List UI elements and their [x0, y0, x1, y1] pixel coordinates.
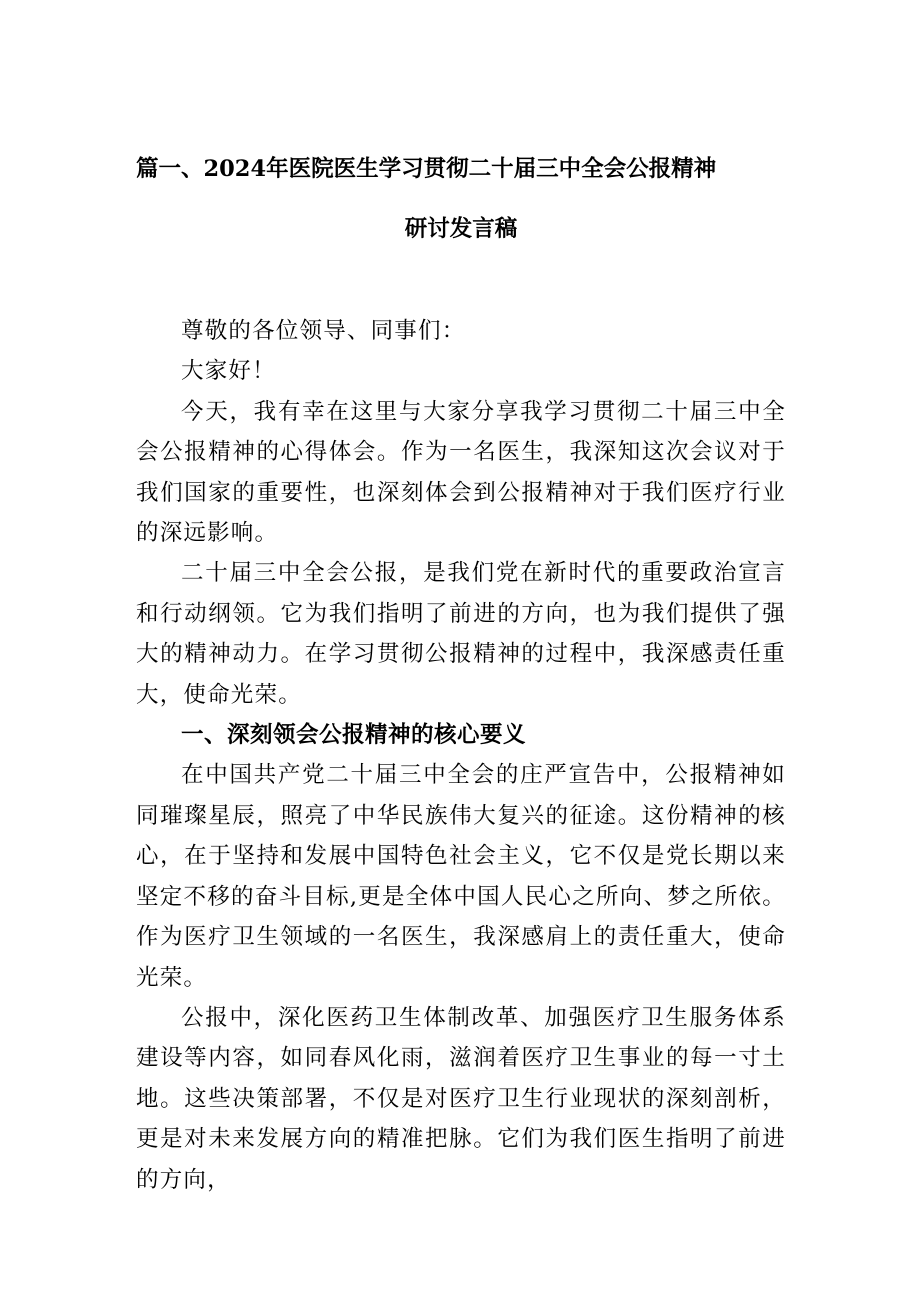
body-paragraph: 二十届三中全会公报，是我们党在新时代的重要政治宣言和行动纲领。它为我们指明了前进的方向，也为我们提供了强大的精神动力。在学习贯彻公报精神的过程中，我深感责任重大，使命光荣。 [136, 560, 786, 708]
document-body [136, 311, 786, 1200]
section-paragraph: 在中国共产党二十届三中全会的庄严宣告中，公报精神如同璀璨星辰，照亮了中华民族伟大复兴的征途。这份精神的核心，在于坚持和发展中国特色社会主义，它不仅是党长期以来坚定不移的奋斗目标,更是全体中国人民心之所向、梦之所依。作为医疗卫生领域的一名医生，我深感肩上的责任重大，使命光荣。 [136, 762, 786, 991]
salutation: 尊敬的各位领导、同事们： [181, 318, 466, 344]
document-title-line-2: 研讨发言稿 [404, 216, 518, 242]
section-paragraph: 公报中，深化医药卫生体制改革、加强医疗卫生服务体系建设等内容，如同春风化雨，滋润着医疗卫生事业的每一寸土地。这些决策部署，不仅是对医疗卫生行业现状的深刻剖析，更是对未来发展方向的精准把脉。它们为我们医生指明了前进的方向， [136, 1004, 786, 1193]
section-heading: 一、深刻领会公报精神的核心要义 [181, 722, 527, 749]
document-title-line-1: 篇一、2024年医院医生学习贯彻二十届三中全会公报精神 [136, 156, 717, 182]
greeting: 大家好！ [181, 358, 276, 385]
body-paragraph: 今天，我有幸在这里与大家分享我学习贯彻二十届三中全会公报精神的心得体会。作为一名医生，我深知这次会议对于我们国家的重要性，也深刻体会到公报精神对于我们医疗行业的深远影响。 [136, 398, 786, 547]
